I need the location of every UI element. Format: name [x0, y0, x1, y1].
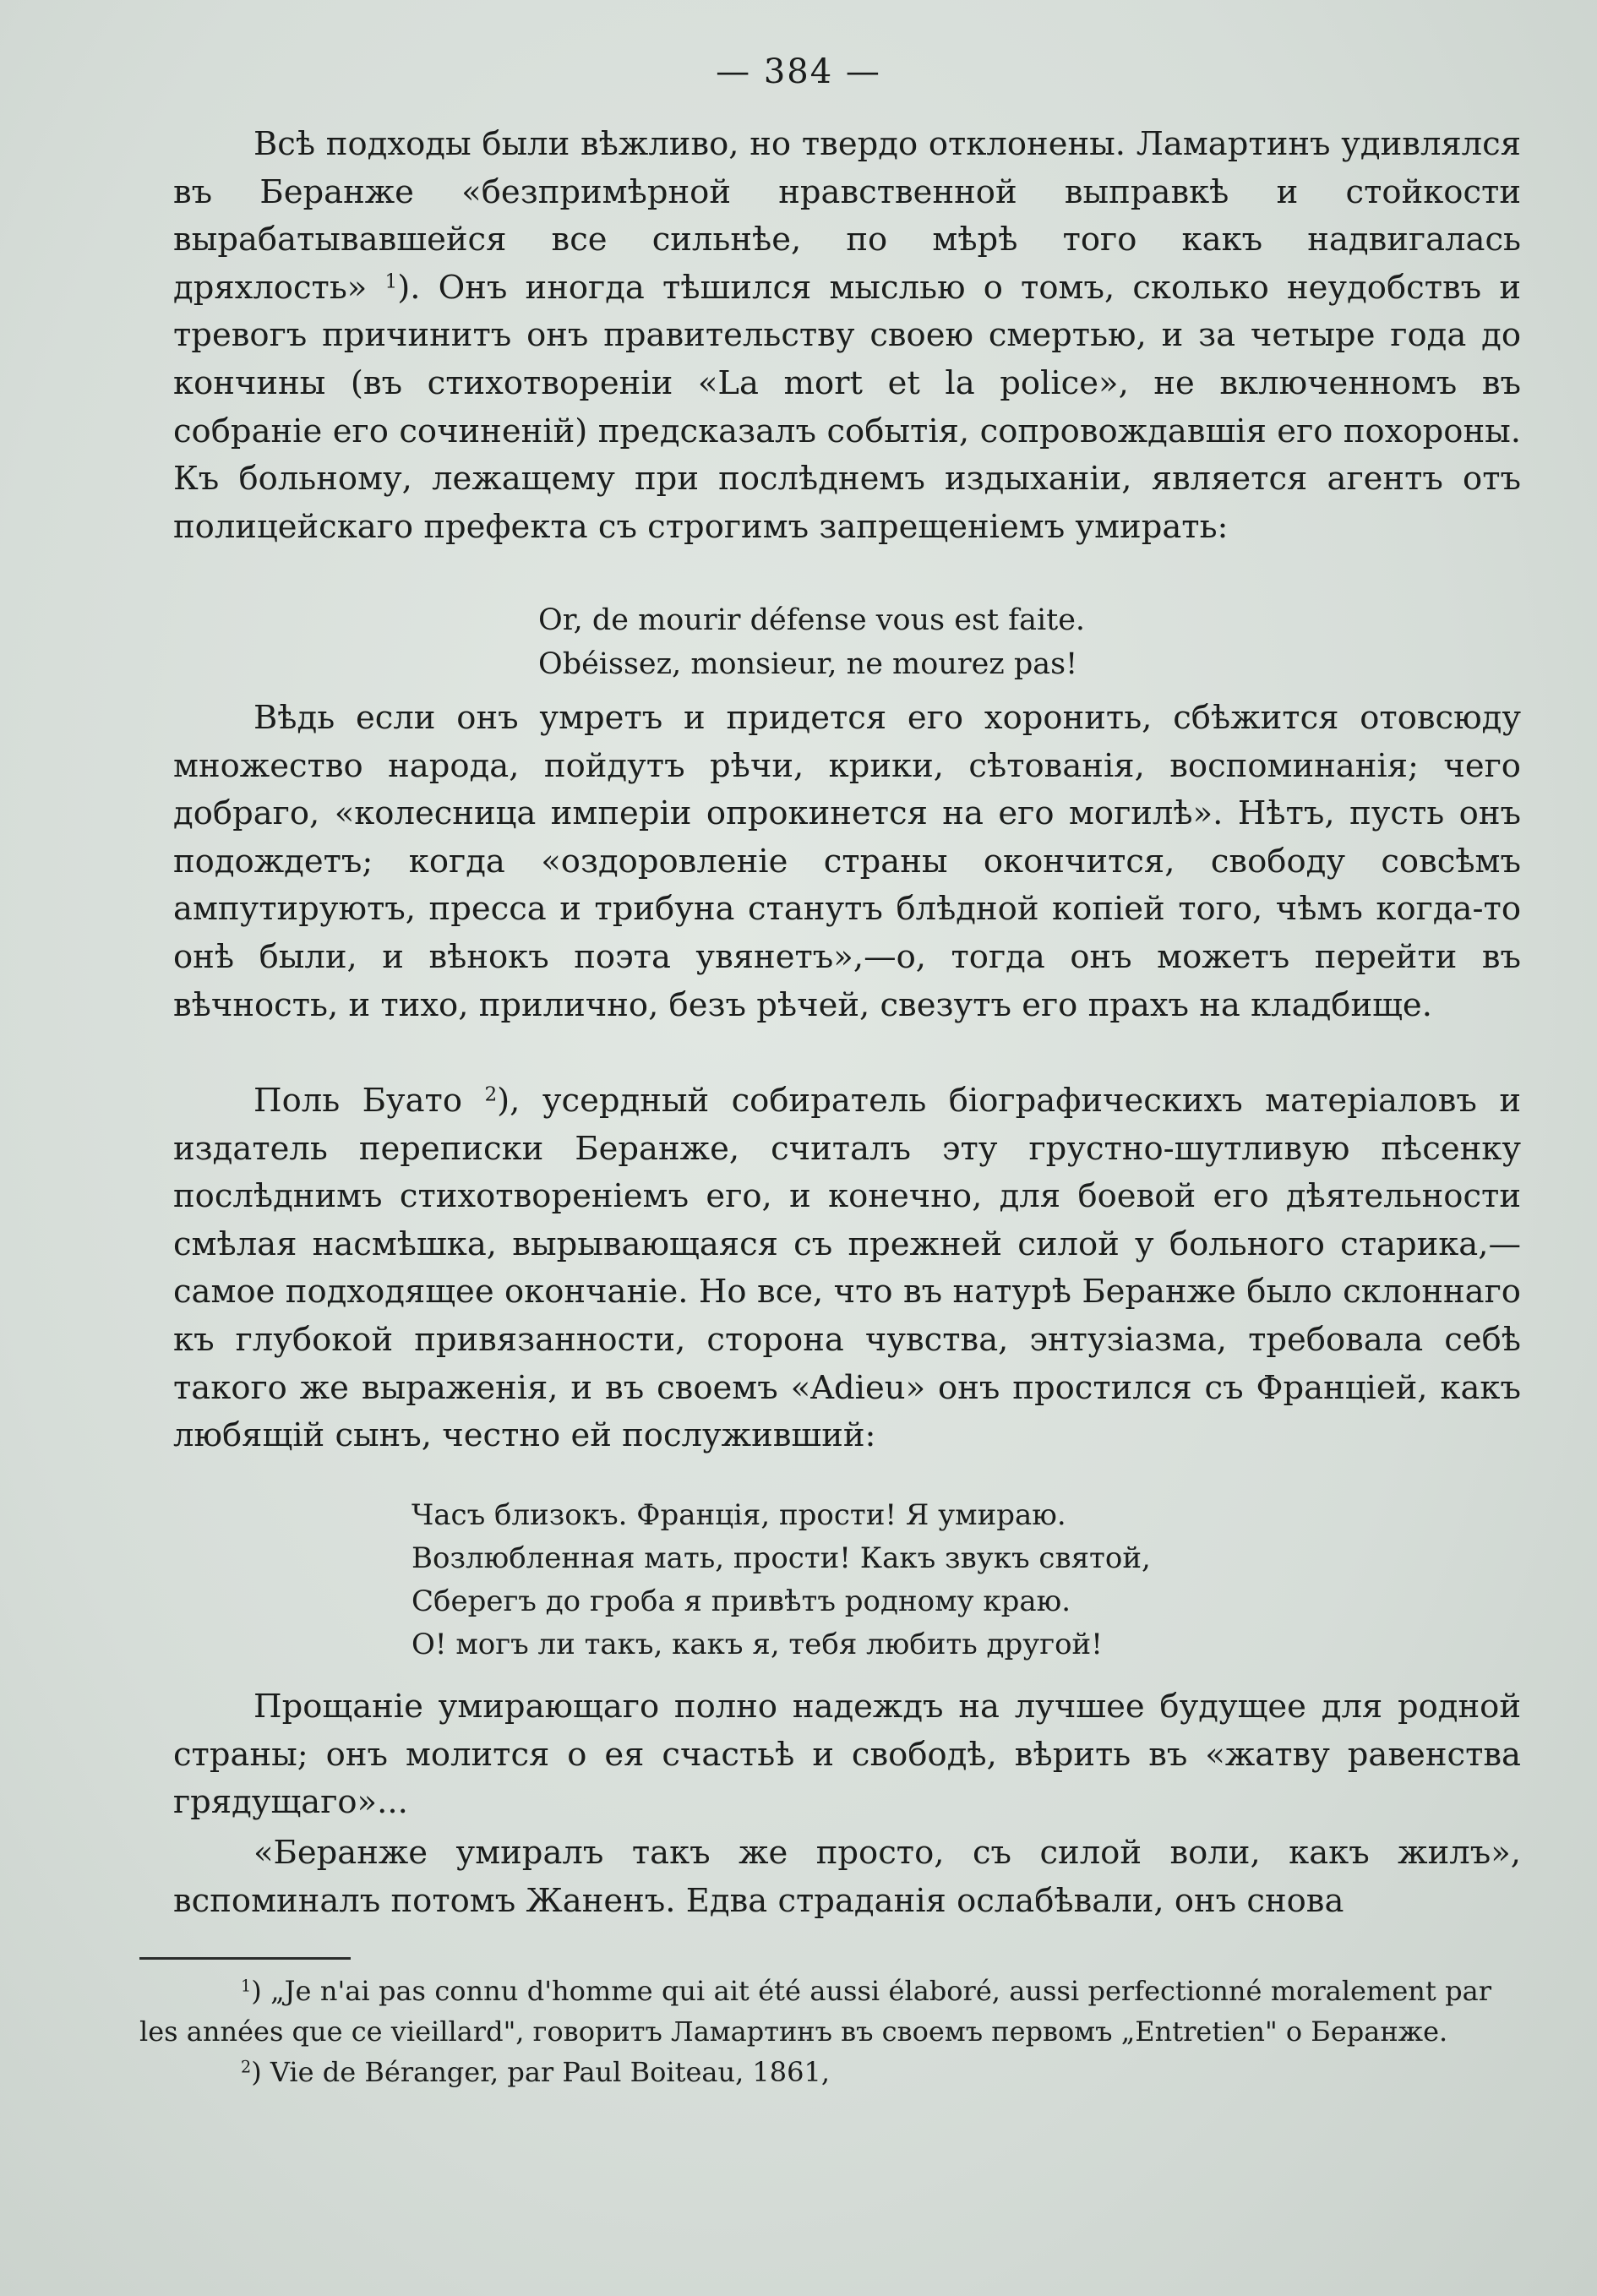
verse-line: Or, de mourir défense vous est faite. [538, 603, 1086, 637]
russian-verse [412, 1494, 1151, 1666]
paragraph-5-text: «Беранже умиралъ такъ же просто, съ силой воли, какъ жилъ», вспоминалъ потомъ Жаненъ. Едва страданія ослабѣвали, онъ снова [173, 1834, 1521, 1920]
paragraph-1-text: Всѣ подходы были вѣжливо, но твердо отклонены. Ламартинъ удивлялся въ Беранже «безпримѣрной нравственной выправкѣ и стойкости вырабатывавшейся все сильнѣе, по мѣрѣ того какъ надвигалась дряхлость» [173, 125, 1521, 307]
verse-line: Obéissez, monsieur, ne mourez pas! [538, 647, 1078, 681]
paragraph-5 [173, 1830, 1521, 1925]
paragraph-4 [173, 1683, 1521, 1827]
paragraph-3-text: ), усердный собиратель біографическихъ матеріаловъ и издатель переписки Беранже, считалъ эту грустно-шутливую пѣсенку послѣднимъ стихотвореніемъ его, и конечно, для боевой его дѣятельности смѣлая насмѣшка, вырывающаяся съ прежней силой у больного старика,—самое подходящее окончаніе. Но все, что въ натурѣ Беранже было склоннаго къ глубокой привязанности, сторона чувства, энтузіазма, требовала себѣ такого же выраженія, и въ своемъ «Adieu» онъ простился съ Франціей, какъ любящій сынъ, честно ей послуживший: [173, 1082, 1521, 1455]
paragraph-3 [173, 1077, 1521, 1460]
footnote-1-text: ) „Je n'ai pas connu d'homme qui ait été aussi élaboré, aussi perfectionné moralement par les années que ce vieillard", говоритъ Ламартинъ въ своемъ первомъ „Entretien" о Беранже. [139, 1975, 1491, 2048]
verse-line: Возлюбленная мать, прости! Какъ звукъ святой, [412, 1541, 1151, 1575]
verse-line: Часъ близокъ. Франція, прости! Я умираю. [412, 1498, 1066, 1532]
paragraph-4-text: Прощаніе умирающаго полно надеждъ на лучшее будущее для родной страны; онъ молится о ея счастьѣ и свободѣ, вѣрить въ «жатву равенства грядущаго»... [173, 1688, 1521, 1822]
footnotes [139, 1971, 1491, 2092]
footnote-ref-2[interactable]: 2 [484, 1083, 498, 1106]
paragraph-1-continuation: ). Онъ иногда тѣшился мыслью о томъ, сколько неудобствъ и тревогъ причинитъ онъ правительству своею смертью, и за четыре года до кончины (въ стихотвореніи «La mort et la police», не включенномъ въ собраніе его сочиненій) предсказалъ событія, сопровождавшія его похороны. Къ больному, лежащему при послѣднемъ издыханіи, является агентъ отъ полицейскаго префекта съ строгимъ запрещеніемъ умирать: [173, 268, 1521, 546]
paragraph-1 [173, 121, 1521, 551]
footnote-2-mark: 2 [241, 2057, 252, 2077]
paragraph-2-text: Вѣдь если онъ умретъ и придется его хоронить, сбѣжится отовсюду множество народа, пойдутъ рѣчи, крики, сѣтованія, воспоминанія; чего добраго, «колесница имперіи опрокинется на его могилѣ». Нѣтъ, пусть онъ подождетъ; когда «оздоровленіе страны окончится, свободу совсѣмъ ампутируютъ, пресса и трибуна станутъ блѣдной копіей того, чѣмъ когда-то онѣ были, и вѣнокъ поэта увянетъ»,—о, тогда онъ можетъ перейти въ вѣчность, и тихо, прилично, безъ рѣчей, свезутъ его прахъ на кладбище. [173, 699, 1521, 1024]
footnote-2 [139, 2052, 1491, 2092]
footnote-divider [139, 1957, 351, 1960]
paragraph-3-lead: Поль Буато [253, 1082, 462, 1120]
paragraph-2 [173, 695, 1521, 1029]
french-verse [538, 598, 1085, 686]
footnote-2-text: ) Vie de Béranger, par Paul Boiteau, 1861, [251, 2056, 831, 2088]
verse-line: Сберегъ до гроба я привѣтъ родному краю. [412, 1584, 1071, 1618]
footnote-1 [139, 1971, 1491, 2052]
footnote-1-mark: 1 [241, 1976, 252, 1996]
page-number: — 384 — [716, 52, 881, 91]
verse-line: О! могъ ли такъ, какъ я, тебя любить другой! [412, 1628, 1103, 1661]
footnote-ref-1[interactable]: 1 [384, 270, 398, 293]
